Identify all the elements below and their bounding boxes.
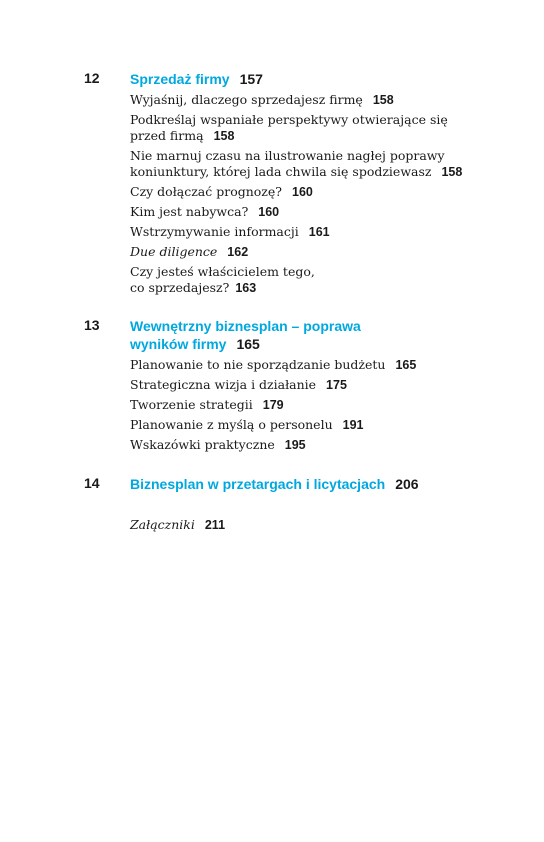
toc-entry-text: Nie marnuj czasu na ilustrowanie nagłej poprawy xyxy=(130,148,445,163)
toc-entry-text: Kim jest nabywca? xyxy=(130,204,249,219)
toc-page-number: 165 xyxy=(395,358,417,372)
toc-page-number: 179 xyxy=(262,398,284,412)
toc-entry xyxy=(130,397,500,413)
chapter-page: 157 xyxy=(239,71,263,87)
toc-entry-text: Planowanie to nie sporządzanie budżetu xyxy=(130,357,386,372)
toc-entry xyxy=(130,417,500,433)
toc-entry xyxy=(130,148,500,180)
toc-entry-text: Planowanie z myślą o personelu xyxy=(130,417,333,432)
toc-entry-text: co sprzedajesz? xyxy=(130,280,230,295)
toc-page-number: 195 xyxy=(284,438,306,452)
toc-entry xyxy=(130,204,500,220)
toc-entry xyxy=(130,437,500,453)
toc-entry-text: Tworzenie strategii xyxy=(130,397,253,412)
toc-entry-text: Czy dołączać prognozę? xyxy=(130,184,282,199)
chapter-title-text: Sprzedaż firmy xyxy=(130,71,230,87)
appendix-label: Załączniki xyxy=(130,517,195,532)
chapter-title-text: Wewnętrzny biznesplan – poprawa xyxy=(130,318,361,334)
chapter-title xyxy=(130,475,500,493)
toc-entry xyxy=(130,112,500,144)
toc-page-number: 160 xyxy=(258,205,280,219)
toc-page-number: 162 xyxy=(227,245,249,259)
chapter-number: 12 xyxy=(84,70,100,86)
toc-page-number: 158 xyxy=(441,165,463,179)
toc-entry xyxy=(130,244,500,260)
toc-page-number: 175 xyxy=(326,378,347,392)
chapter-title-text: Biznesplan w przetargach i licytacjach xyxy=(130,476,386,492)
toc-entry-text: Wstrzymywanie informacji xyxy=(130,224,299,239)
toc-page-number: 158 xyxy=(372,93,394,107)
chapter-page: 165 xyxy=(236,336,260,352)
toc-entry xyxy=(130,184,500,200)
toc-entry-text: koniunktury, której lada chwila się spodziewasz xyxy=(130,164,432,179)
toc-page-number: 191 xyxy=(342,418,364,432)
toc-page-number: 160 xyxy=(292,185,313,199)
toc-entry xyxy=(130,357,500,373)
chapter-title-text-2: wyników firmy xyxy=(130,336,227,352)
toc-entry-text: Podkreślaj wspaniałe perspektywy otwierające się xyxy=(130,112,448,127)
chapter-title xyxy=(130,70,500,88)
toc-entry xyxy=(130,377,500,393)
toc-page-number: 163 xyxy=(235,281,257,295)
chapter-page: 206 xyxy=(395,476,419,492)
toc-entry xyxy=(130,92,500,108)
toc-entry-text: Strategiczna wizja i działanie xyxy=(130,377,317,392)
appendix-entry xyxy=(130,517,225,532)
appendix-page: 211 xyxy=(204,518,226,532)
toc-entry xyxy=(130,224,500,240)
toc-entry-text: Wyjaśnij, dlaczego sprzedajesz firmę xyxy=(130,92,363,107)
toc-entry-text: Due diligence xyxy=(130,244,218,259)
chapter-number: 14 xyxy=(84,475,100,491)
toc-page-number: 158 xyxy=(213,129,235,143)
toc-entry xyxy=(130,264,500,296)
chapter-title xyxy=(130,317,500,353)
chapter-number: 13 xyxy=(84,317,100,333)
toc-entry-text: Wskazówki praktyczne xyxy=(130,437,275,452)
toc-entry-text: przed firmą xyxy=(130,128,204,143)
toc-page-number: 161 xyxy=(308,225,330,239)
toc-entry-text: Czy jesteś właścicielem tego, xyxy=(130,264,315,279)
